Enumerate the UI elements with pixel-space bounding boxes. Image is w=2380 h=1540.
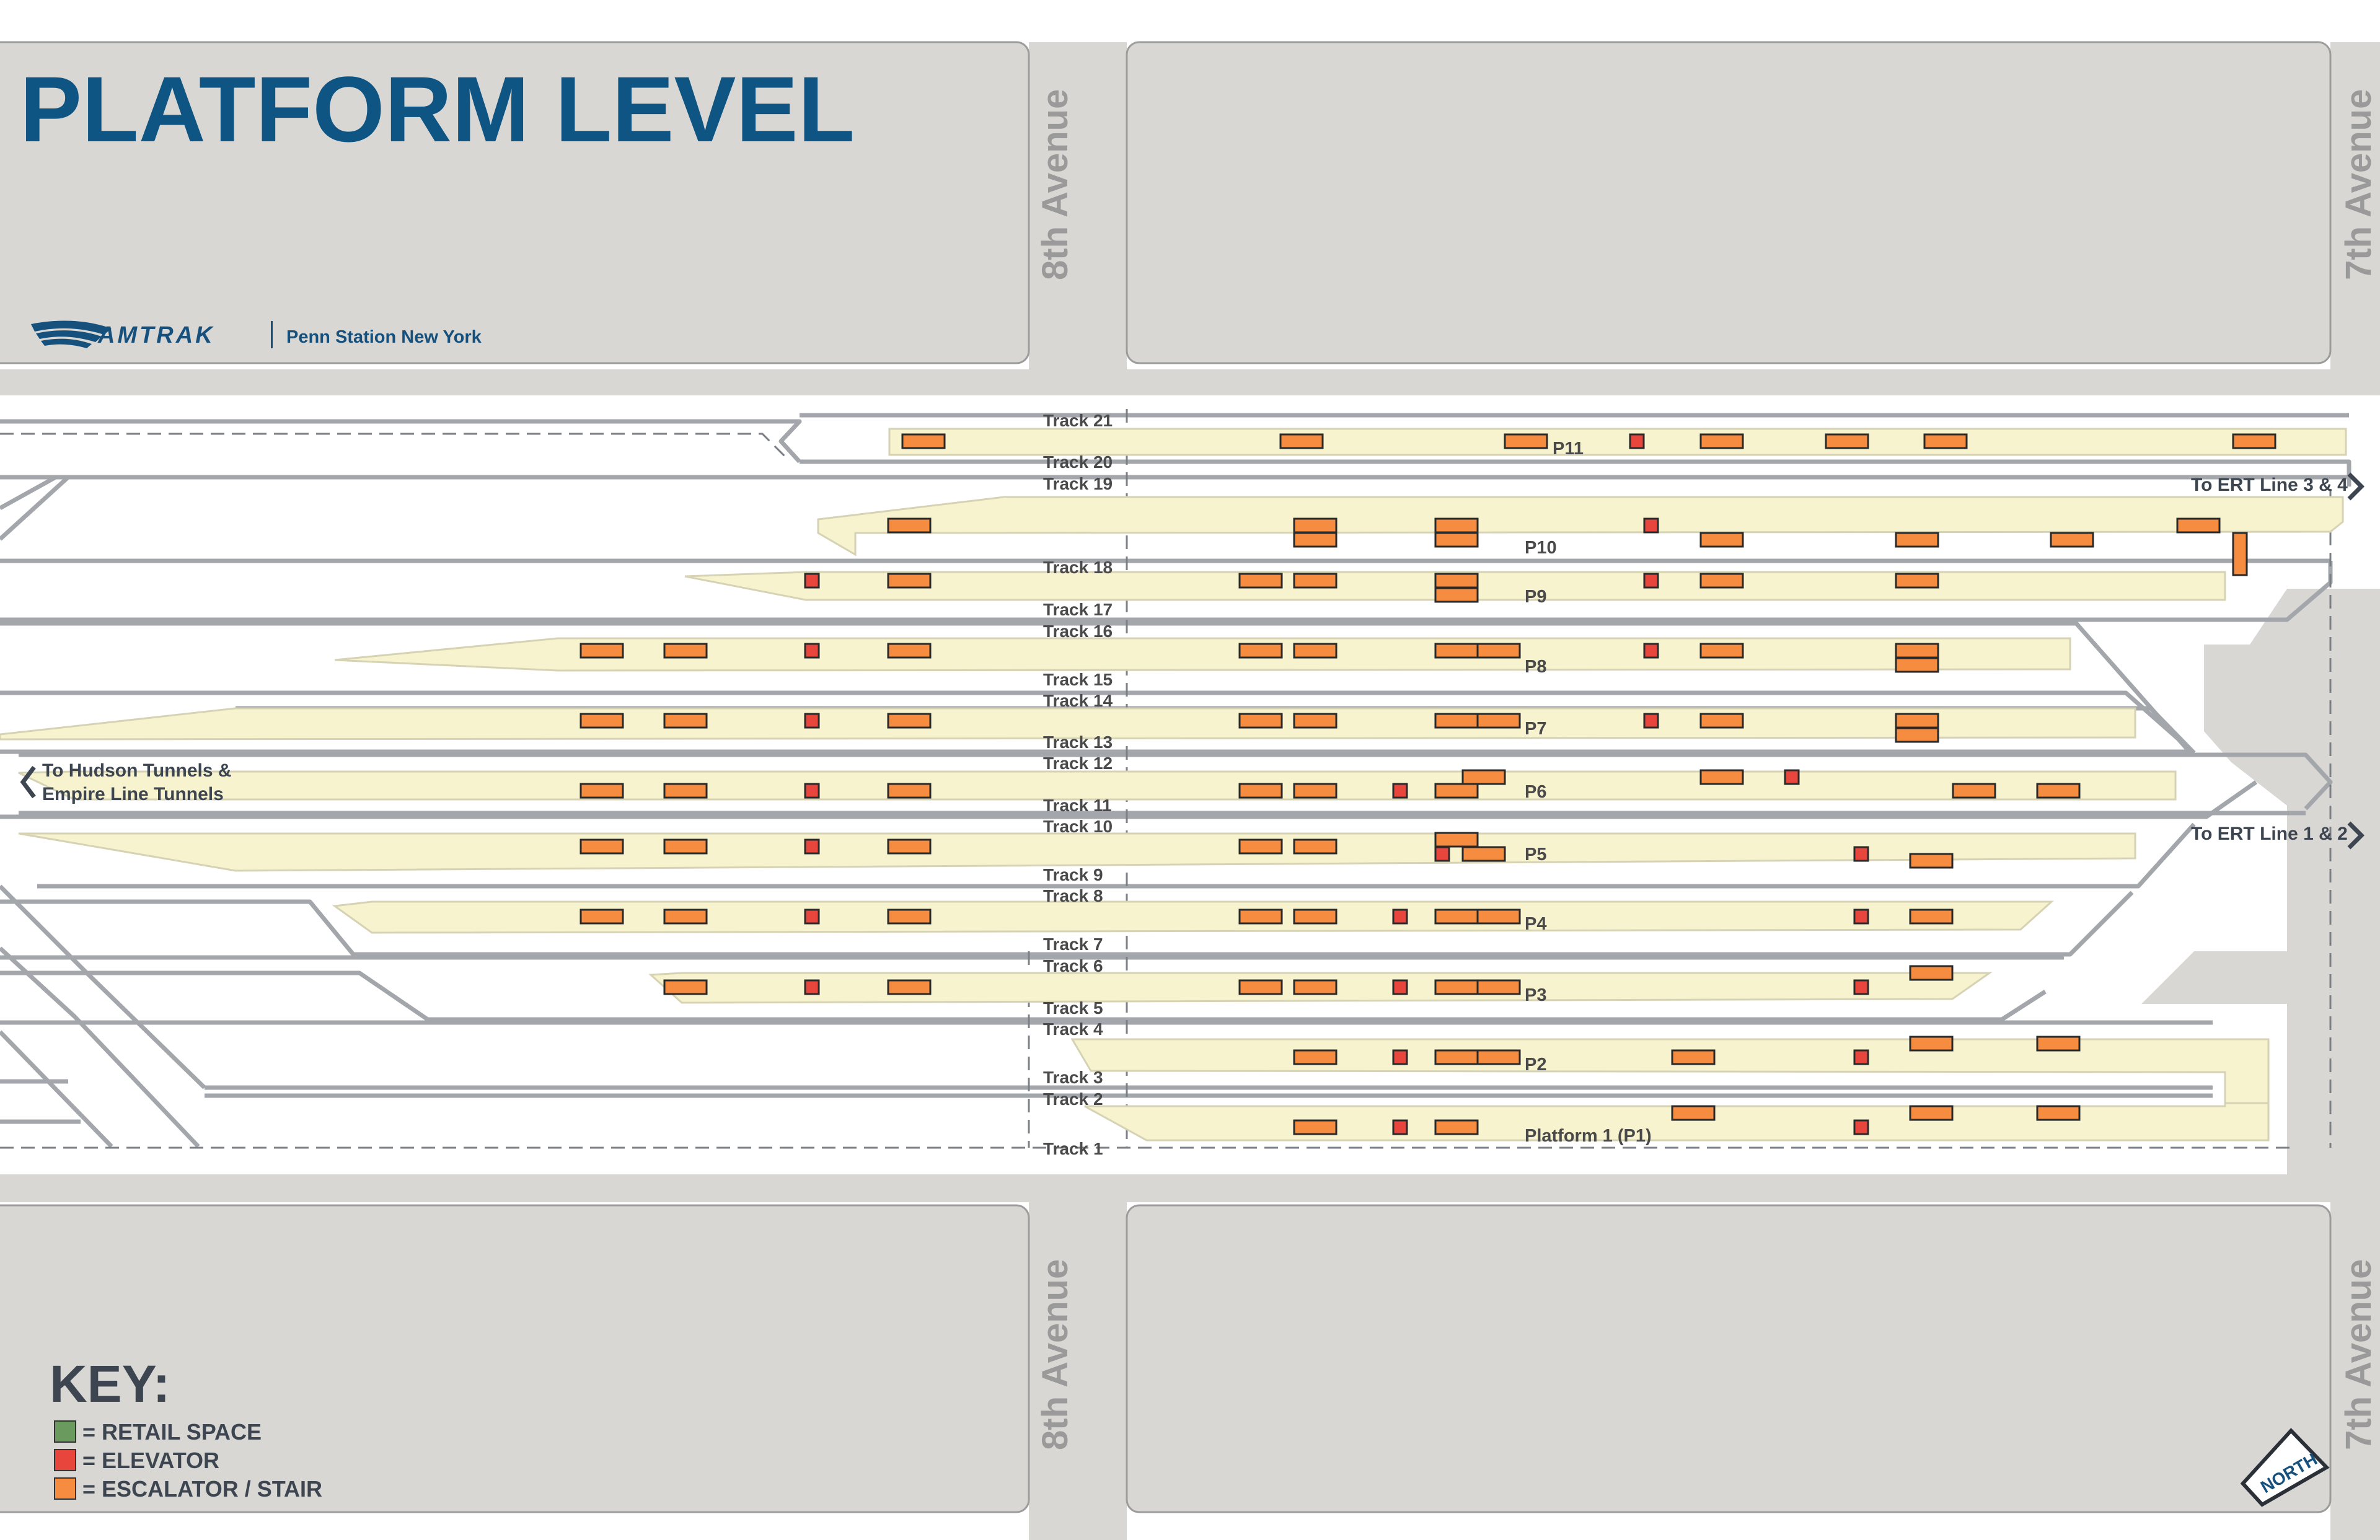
track-label: Track 17 (1043, 600, 1113, 619)
escalator-stair (664, 644, 707, 658)
platform-label-p5: P5 (1525, 845, 1547, 865)
escalator-stair (1240, 574, 1282, 587)
elevator (805, 840, 819, 853)
platform-label-p7: P7 (1525, 719, 1547, 739)
escalator-stair (1505, 434, 1547, 448)
key-title: KEY: (50, 1355, 170, 1413)
track-label: Track 9 (1043, 865, 1103, 884)
amtrak-wordmark: AMTRAK (98, 322, 215, 348)
escalator-stair (2051, 533, 2093, 547)
destination-hudson-line-2: Empire Line Tunnels (42, 784, 224, 804)
key-swatch-elevator (55, 1450, 76, 1471)
escalator-stair (1910, 854, 1952, 868)
elevator (805, 910, 819, 923)
track-label: Track 21 (1043, 411, 1113, 430)
track-label: Track 20 (1043, 452, 1113, 472)
track-label: Track 4 (1043, 1019, 1103, 1039)
escalator-stair (1294, 980, 1336, 994)
escalator-stair (1896, 728, 1938, 742)
escalator-stair (1910, 1037, 1952, 1050)
escalator-stair (1435, 980, 1478, 994)
escalator-stair (1294, 1120, 1336, 1134)
track-label: Track 11 (1043, 796, 1112, 815)
escalator-stair (1435, 833, 1478, 847)
escalator-stair (1896, 658, 1938, 672)
escalator-stair (581, 784, 623, 798)
escalator-stair (1435, 574, 1478, 587)
escalator-stair (1953, 784, 1995, 798)
elevator (1393, 980, 1407, 994)
escalator-stair (1240, 840, 1282, 853)
elevator (1854, 847, 1868, 861)
escalator-stair (888, 574, 930, 587)
track-label: Track 19 (1043, 474, 1113, 493)
escalator-stair (888, 519, 930, 532)
track-label: Track 5 (1043, 998, 1103, 1018)
destination-ert-1-2: To ERT Line 1 & 2 (2191, 824, 2348, 844)
escalator-stair (1240, 784, 1282, 798)
elevator (1854, 1050, 1868, 1064)
escalator-stair (1910, 966, 1952, 980)
elevator (1854, 1120, 1868, 1134)
escalator-stair (888, 714, 930, 728)
escalator-stair (888, 784, 930, 798)
escalator-stair (2037, 1106, 2079, 1120)
escalator-stair (888, 644, 930, 658)
escalator-stair (1910, 1106, 1952, 1120)
street-label-8th-avenue-top: 8th Avenue (1035, 89, 1075, 280)
escalator-stair (1896, 644, 1938, 658)
elevator (1644, 574, 1658, 587)
escalator-stair (1435, 784, 1478, 798)
platform-label-p1: Platform 1 (P1) (1525, 1126, 1652, 1146)
escalator-stair (1435, 533, 1478, 547)
track-label: Track 2 (1043, 1089, 1103, 1109)
escalator-stair (1463, 847, 1505, 861)
key-swatch-retail (55, 1421, 76, 1442)
destination-ert-3-4: To ERT Line 3 & 4 (2191, 475, 2348, 495)
escalator-stair (664, 910, 707, 923)
escalator-stair (1463, 770, 1505, 784)
escalator-stair (2177, 519, 2219, 532)
escalator-stair (1701, 574, 1743, 587)
track-label: Track 15 (1043, 670, 1113, 689)
street-label-7th-avenue-top: 7th Avenue (2338, 89, 2379, 280)
escalator-stair (581, 714, 623, 728)
escalator-stair (1478, 980, 1520, 994)
elevator (1785, 770, 1799, 784)
escalator-stair (664, 714, 707, 728)
platform-label-p11: P11 (1553, 439, 1584, 459)
destination-hudson-line-1: To Hudson Tunnels & (42, 760, 232, 781)
elevator (1854, 980, 1868, 994)
track-label: Track 6 (1043, 956, 1103, 975)
elevator (805, 714, 819, 728)
track-label: Track 10 (1043, 817, 1113, 836)
platform-p11 (889, 429, 2346, 455)
key-swatch-escalator (55, 1478, 76, 1499)
track-label: Track 18 (1043, 558, 1113, 577)
escalator-stair (1910, 910, 1952, 923)
escalator-stair (1701, 533, 1743, 547)
platform-label-p2: P2 (1525, 1055, 1547, 1075)
north-label: NORTH (2257, 1449, 2320, 1497)
track-label: Track 7 (1043, 935, 1103, 954)
platform-label-p10: P10 (1525, 538, 1557, 558)
elevator (805, 980, 819, 994)
escalator-stair (1896, 714, 1938, 728)
escalator-stair (1280, 434, 1323, 448)
escalator-stair (581, 910, 623, 923)
escalator-stair (2037, 784, 2079, 798)
elevator (1854, 910, 1868, 923)
track-label: Track 3 (1043, 1068, 1103, 1087)
escalator-stair (1294, 784, 1336, 798)
escalator-stair (664, 980, 707, 994)
escalator-stair (1435, 910, 1478, 923)
elevator (1393, 910, 1407, 923)
escalator-stair (1896, 533, 1938, 547)
elevator (1393, 784, 1407, 798)
key-label-elevator: = ELEVATOR (82, 1448, 220, 1473)
key-label-escalator: = ESCALATOR / STAIR (82, 1476, 323, 1502)
elevator (1630, 434, 1644, 448)
platform-label-p6: P6 (1525, 782, 1547, 802)
escalator-stair (1294, 519, 1336, 532)
escalator-stair (1240, 714, 1282, 728)
platform-label-p4: P4 (1525, 914, 1547, 934)
street-label-8th-avenue-bottom: 8th Avenue (1035, 1259, 1075, 1450)
escalator-stair (1240, 910, 1282, 923)
escalator-stair (1701, 714, 1743, 728)
elevator (805, 784, 819, 798)
elevator (1644, 714, 1658, 728)
track-label: Track 13 (1043, 733, 1113, 752)
escalator-stair (1478, 910, 1520, 923)
brand-divider (271, 321, 273, 348)
escalator-stair (1435, 519, 1478, 532)
escalator-stair (2233, 533, 2247, 575)
elevator (1393, 1120, 1407, 1134)
elevator (805, 574, 819, 587)
escalator-stair (1701, 644, 1743, 658)
elevator (1644, 644, 1658, 658)
escalator-stair (1240, 644, 1282, 658)
escalator-stair (1294, 533, 1336, 547)
escalator-stair (888, 840, 930, 853)
platform-label-p8: P8 (1525, 657, 1547, 677)
escalator-stair (1896, 574, 1938, 587)
escalator-stair (581, 644, 623, 658)
escalator-stair (1294, 574, 1336, 587)
escalator-stair (664, 840, 707, 853)
elevator (1393, 1050, 1407, 1064)
escalator-stair (1701, 770, 1743, 784)
escalator-stair (1435, 644, 1478, 658)
escalator-stair (1435, 588, 1478, 602)
track-label: Track 14 (1043, 691, 1113, 710)
track-label: Track 8 (1043, 886, 1103, 905)
elevator (1644, 519, 1658, 532)
key-label-retail: = RETAIL SPACE (82, 1419, 262, 1445)
platform-label-p3: P3 (1525, 985, 1547, 1005)
escalator-stair (888, 910, 930, 923)
escalator-stair (581, 840, 623, 853)
escalator-stair (902, 434, 945, 448)
street-label-7th-avenue-bottom: 7th Avenue (2338, 1259, 2379, 1450)
escalator-stair (1672, 1050, 1714, 1064)
escalator-stair (1478, 644, 1520, 658)
escalator-stair (664, 784, 707, 798)
elevator (1435, 847, 1449, 861)
escalator-stair (1701, 434, 1743, 448)
escalator-stair (1435, 714, 1478, 728)
track-label: Track 12 (1043, 754, 1113, 773)
track-label: Track 16 (1043, 622, 1113, 641)
escalator-stair (1435, 1050, 1478, 1064)
escalator-stair (888, 980, 930, 994)
escalator-stair (1478, 714, 1520, 728)
brand-location: Penn Station New York (286, 327, 482, 347)
escalator-stair (1478, 1050, 1520, 1064)
escalator-stair (1924, 434, 1967, 448)
page-title: PLATFORM LEVEL (20, 57, 855, 161)
escalator-stair (1294, 644, 1336, 658)
escalator-stair (1240, 980, 1282, 994)
track-label: Track 1 (1043, 1139, 1103, 1158)
escalator-stair (1672, 1106, 1714, 1120)
escalator-stair (2233, 434, 2275, 448)
elevator (805, 644, 819, 658)
escalator-stair (1294, 714, 1336, 728)
escalator-stair (1294, 840, 1336, 853)
platform-label-p9: P9 (1525, 587, 1547, 607)
street-band-south (0, 1174, 2380, 1202)
city-block-northeast (1127, 42, 2330, 363)
escalator-stair (1826, 434, 1868, 448)
escalator-stair (1294, 910, 1336, 923)
escalator-stair (2037, 1037, 2079, 1050)
city-block-southeast (1127, 1205, 2330, 1512)
escalator-stair (1435, 1120, 1478, 1134)
street-band-north (0, 369, 2380, 395)
escalator-stair (1294, 1050, 1336, 1064)
